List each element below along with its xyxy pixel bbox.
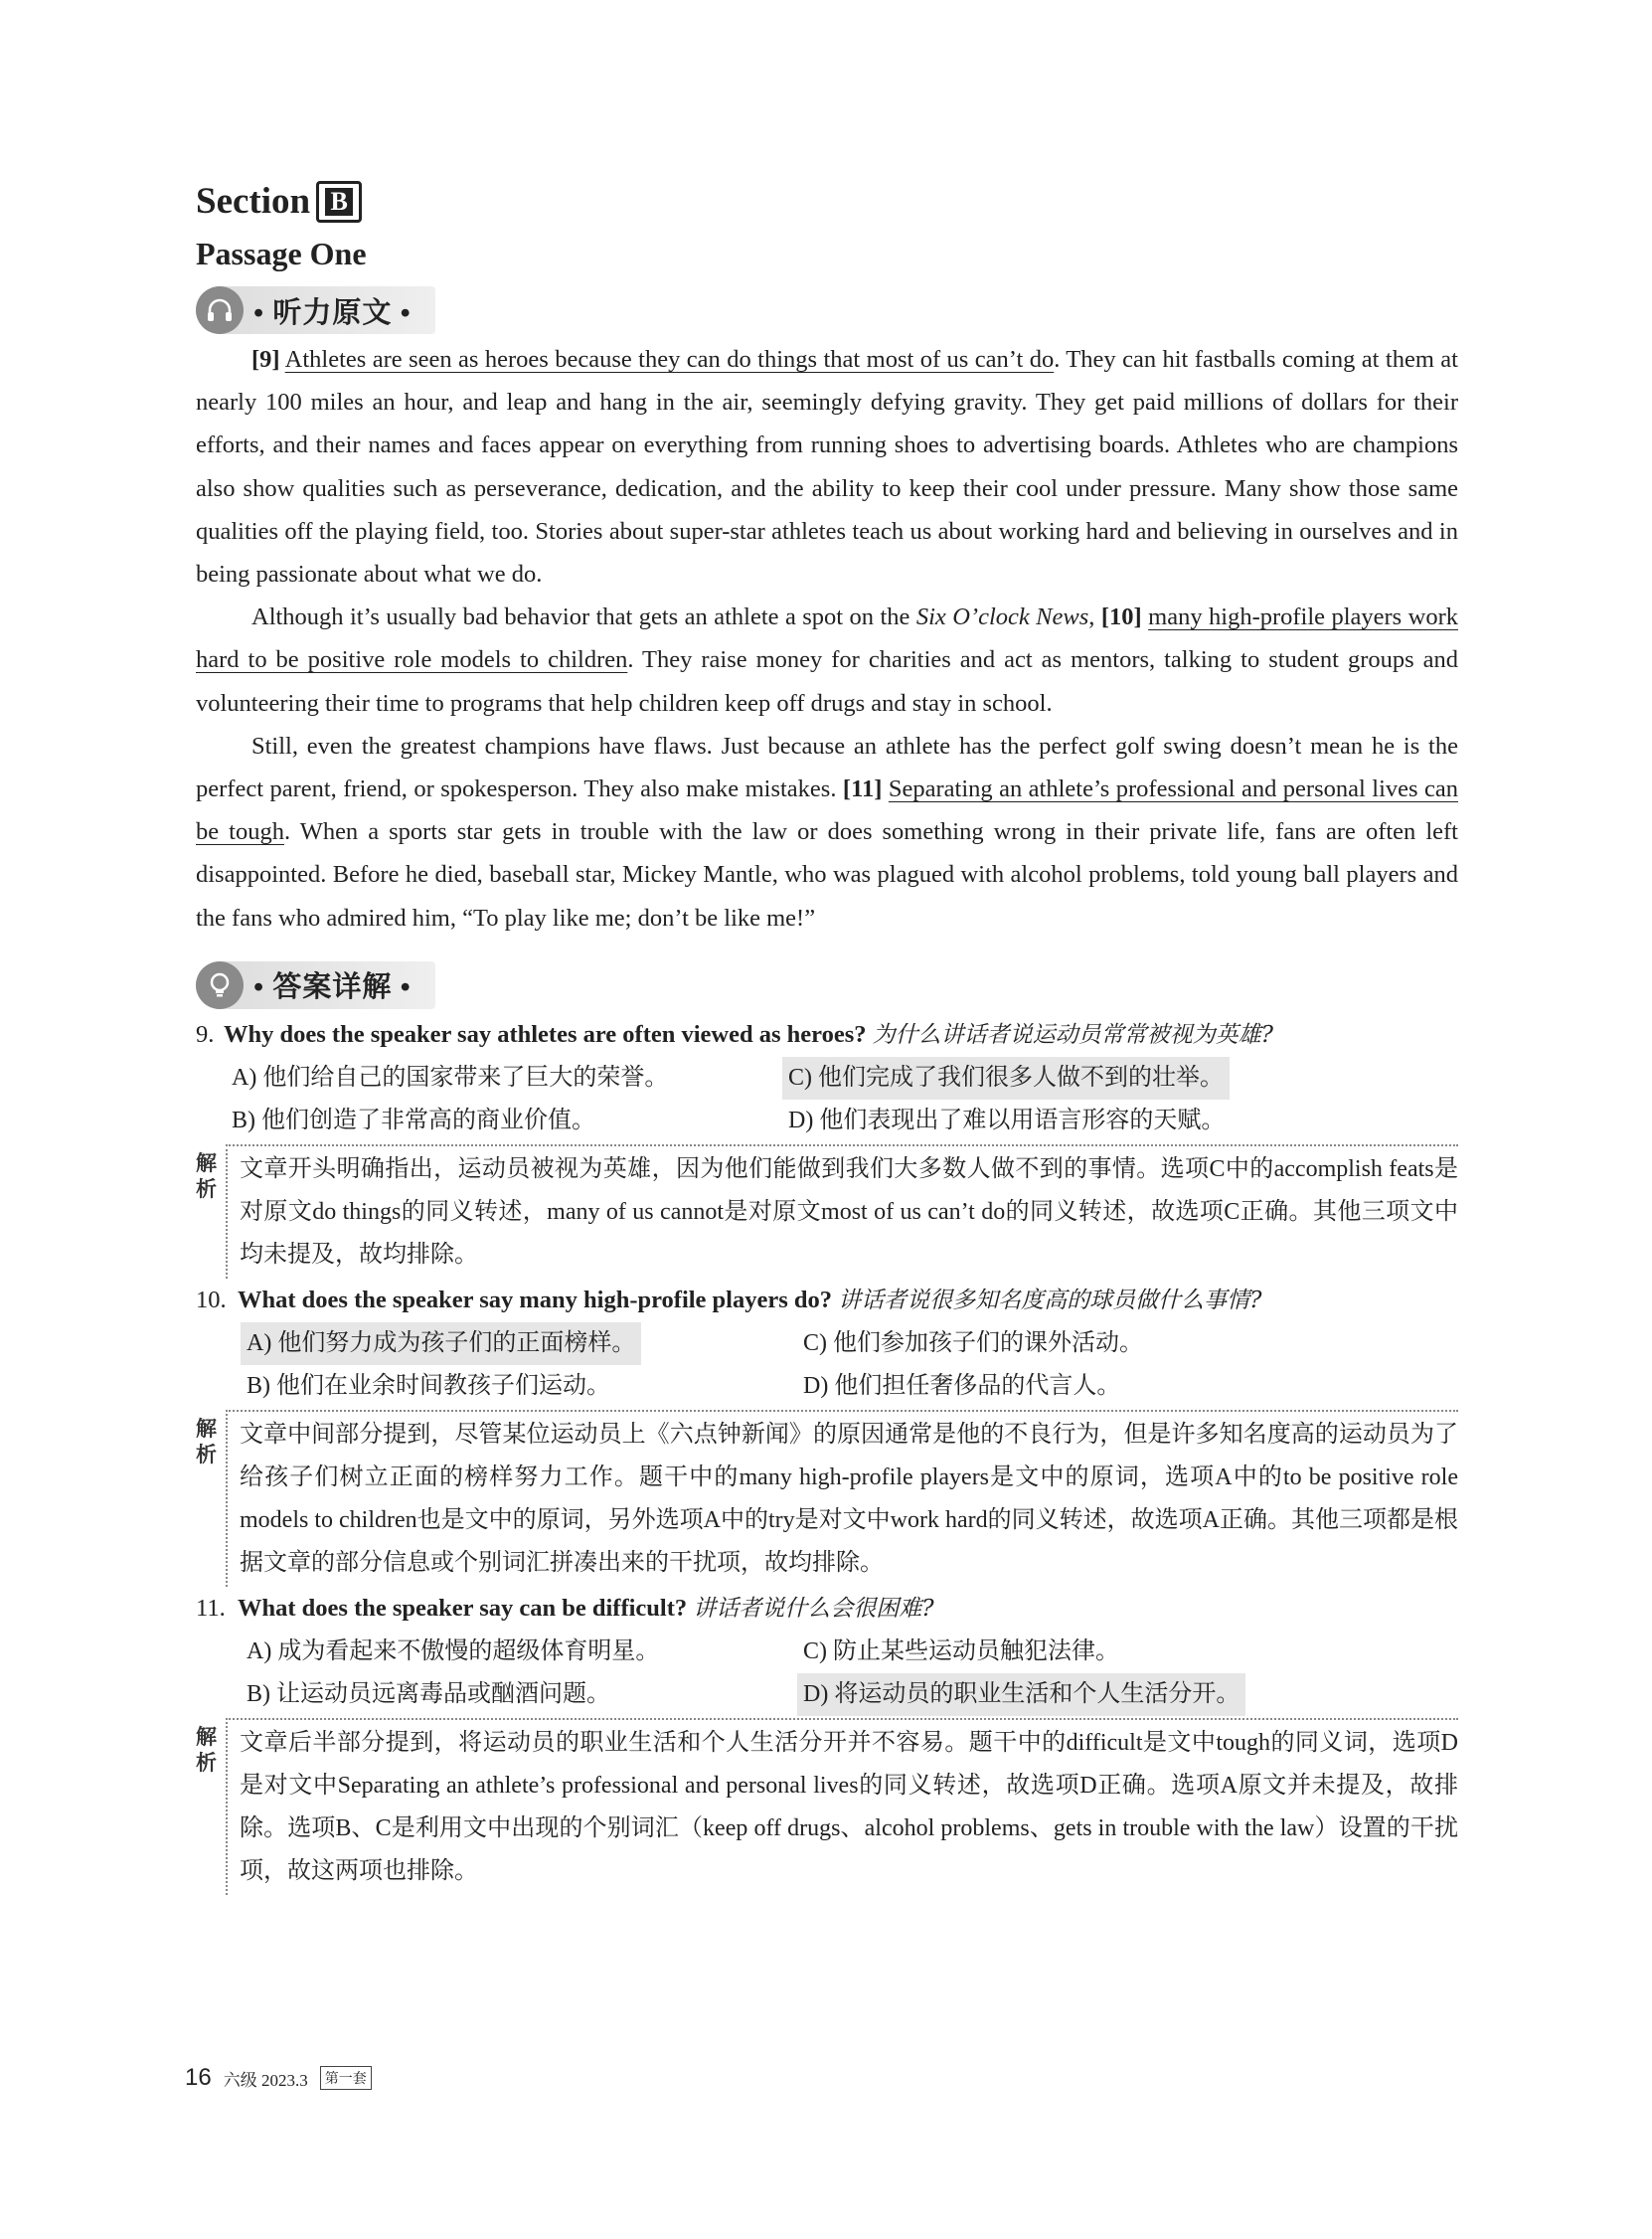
edition-label: 六级 2023.3 [223,2070,308,2090]
option-d-correct: D) 将运动员的职业生活和个人生活分开。 [797,1673,1245,1716]
question-stem [196,1279,1458,1322]
transcript-paragraph [196,596,1458,725]
answers-heading [196,961,435,1009]
question-stem [196,1587,1458,1631]
page-footer [185,2064,372,2092]
question-block [196,1279,1458,1587]
answer-key-sentence: many high-profile players work hard to be positive role models to children [196,603,1459,674]
question-tag: [11] [842,775,883,803]
section-title [196,179,1458,225]
analysis-label [196,1410,226,1587]
analysis-label [196,1718,226,1895]
page-number: 16 [185,2064,212,2091]
analysis-label-char: 析 [196,1176,217,1201]
question-block [196,1587,1458,1895]
question-number: 9. [196,1020,215,1048]
analysis-label-char: 解 [196,1150,217,1175]
question-tag: [9] [251,346,280,373]
option-a-correct: A) 他们努力成为孩子们的正面榜样。 [241,1322,641,1365]
analysis-label-char: 析 [196,1442,217,1466]
paragraph-text: , [1088,603,1101,631]
transcript-heading [196,286,435,334]
section-letter: B [325,188,353,216]
question-number: 11. [196,1594,226,1622]
question-number: 10. [196,1286,227,1313]
transcript-paragraph [196,725,1458,940]
analysis-label-char: 析 [196,1750,217,1775]
option-d: D) 他们担任奢侈品的代言人。 [803,1372,1121,1399]
question-translation: 讲话者说很多知名度高的球员做什么事情? [838,1287,1262,1313]
question-block [196,1013,1458,1279]
analysis-text: 文章后半部分提到，将运动员的职业生活和个人生活分开并不容易。题干中的difficult是文中tough的同义词，选项D是对文中Separating an athlete’s professional and personal lives的同义转述，故选项D正确。选项A原文并未提及，故排除。选项B、C是利用文中出现的个别词汇（keep off drugs、alcohol problems、gets in trouble with the law）设置的干扰项，故这两项也排除。 [226,1718,1458,1895]
option-b: B) 他们在业余时间教孩子们运动。 [247,1372,610,1399]
headphones-icon [196,286,244,334]
transcript-paragraph [196,338,1458,596]
paragraph-text: Still, even the greatest champions have flaws. Just because an athlete has the perfect golf swing doesn’t mean he is the perfect parent, friend, or spokesperson. They also make mistakes. [196,732,1458,803]
analysis-label-char: 解 [196,1416,217,1441]
paragraph-text: . They raise money for charities and act as mentors, talking to student groups and volunteering their time to programs that help children keep off drugs and stay in school. [196,646,1458,717]
set-label: 第一套 [320,2066,372,2090]
answer-key-sentence: Separating an athlete’s professional and personal lives can be tough [196,775,1458,846]
option-a: A) 成为看起来不傲慢的超级体育明星。 [247,1637,660,1664]
passage-title: Passage One [196,236,367,271]
lightbulb-icon [196,961,244,1009]
analysis-text: 文章开头明确指出，运动员被视为英雄，因为他们能做到我们大多数人做不到的事情。选项C中的accomplish feats是对原文do things的同义转述，many of us cannot是对原文most of us can’t do的同义转述，故选项C正确。其他三项文中均未提及，故均排除。 [226,1144,1458,1279]
question-text: What does the speaker say many high-profile players do? [238,1286,833,1313]
analysis-block [196,1144,1458,1279]
question-stem [196,1013,1458,1057]
analysis-label [196,1144,226,1279]
transcript-heading-text: • 听力原文 • [253,296,412,329]
answers-heading-text: • 答案详解 • [253,971,412,1004]
section-letter-badge [316,181,362,223]
question-text: What does the speaker say can be difficult? [238,1594,688,1622]
option-c: C) 他们参加孩子们的课外活动。 [803,1329,1143,1356]
paragraph-text: . When a sports star gets in trouble with the law or does something wrong in their private life, fans are often left disappointed. Before he died, baseball star, Mickey Mantle, who was plagued with alcohol problems, told young ball players and the fans who admired him, “To play like me; don’t be like me!” [196,818,1458,932]
option-b: B) 他们创造了非常高的商业价值。 [232,1107,595,1133]
option-c: C) 防止某些运动员触犯法律。 [803,1637,1119,1664]
question-text: Why does the speaker say athletes are often viewed as heroes? [224,1020,867,1048]
transcript-body [196,338,1458,940]
analysis-block [196,1410,1458,1587]
option-c-correct: C) 他们完成了我们很多人做不到的壮举。 [782,1057,1230,1100]
question-translation: 为什么讲话者说运动员常常被视为英雄? [872,1021,1273,1048]
option-b: B) 让运动员远离毒品或酗酒问题。 [247,1680,610,1707]
answer-key-sentence: Athletes are seen as heroes because they can do things that most of us can’t do [284,346,1055,373]
option-d: D) 他们表现出了难以用语言形容的天赋。 [788,1107,1226,1133]
analysis-text: 文章中间部分提到，尽管某位运动员上《六点钟新闻》的原因通常是他的不良行为，但是许多知名度高的运动员为了给孩子们树立正面的榜样努力工作。题干中的many high-profile players是文中的原词，选项A中的to be positive role models to children也是文中的原词，另外选项A中的try是对文中work hard的同义转述，故选项A正确。其他三项都是根据文章的部分信息或个别词汇拼凑出来的干扰项，故均排除。 [226,1410,1458,1587]
program-title: Six O’clock News [915,603,1089,631]
paragraph-text: Although it’s usually bad behavior that gets an athlete a spot on the [251,603,916,631]
options-grid [196,1631,1458,1716]
options-grid [196,1057,1458,1142]
question-translation: 讲话者说什么会很困难? [693,1595,934,1622]
section-label: Section [196,181,311,222]
analysis-block [196,1718,1458,1895]
paragraph-text: . They can hit fastballs coming at them at nearly 100 miles an hour, and leap and hang in the air, seemingly defying gravity. They get paid millions of dollars for their efforts, and their names and faces appear on everything from running shoes to advertising boards. Athletes who are champions also show qualities such as perseverance, dedication, and the ability to keep their cool under pressure. Many show those same qualities off the playing field, too. Stories about super-star athletes teach us about working hard and believing in ourselves and in being passionate about what we do. [196,346,1458,589]
options-grid [196,1322,1458,1408]
option-a: A) 他们给自己的国家带来了巨大的荣誉。 [232,1064,669,1091]
question-tag: [10] [1100,603,1142,631]
page-content [196,179,1458,1895]
analysis-label-char: 解 [196,1724,217,1749]
